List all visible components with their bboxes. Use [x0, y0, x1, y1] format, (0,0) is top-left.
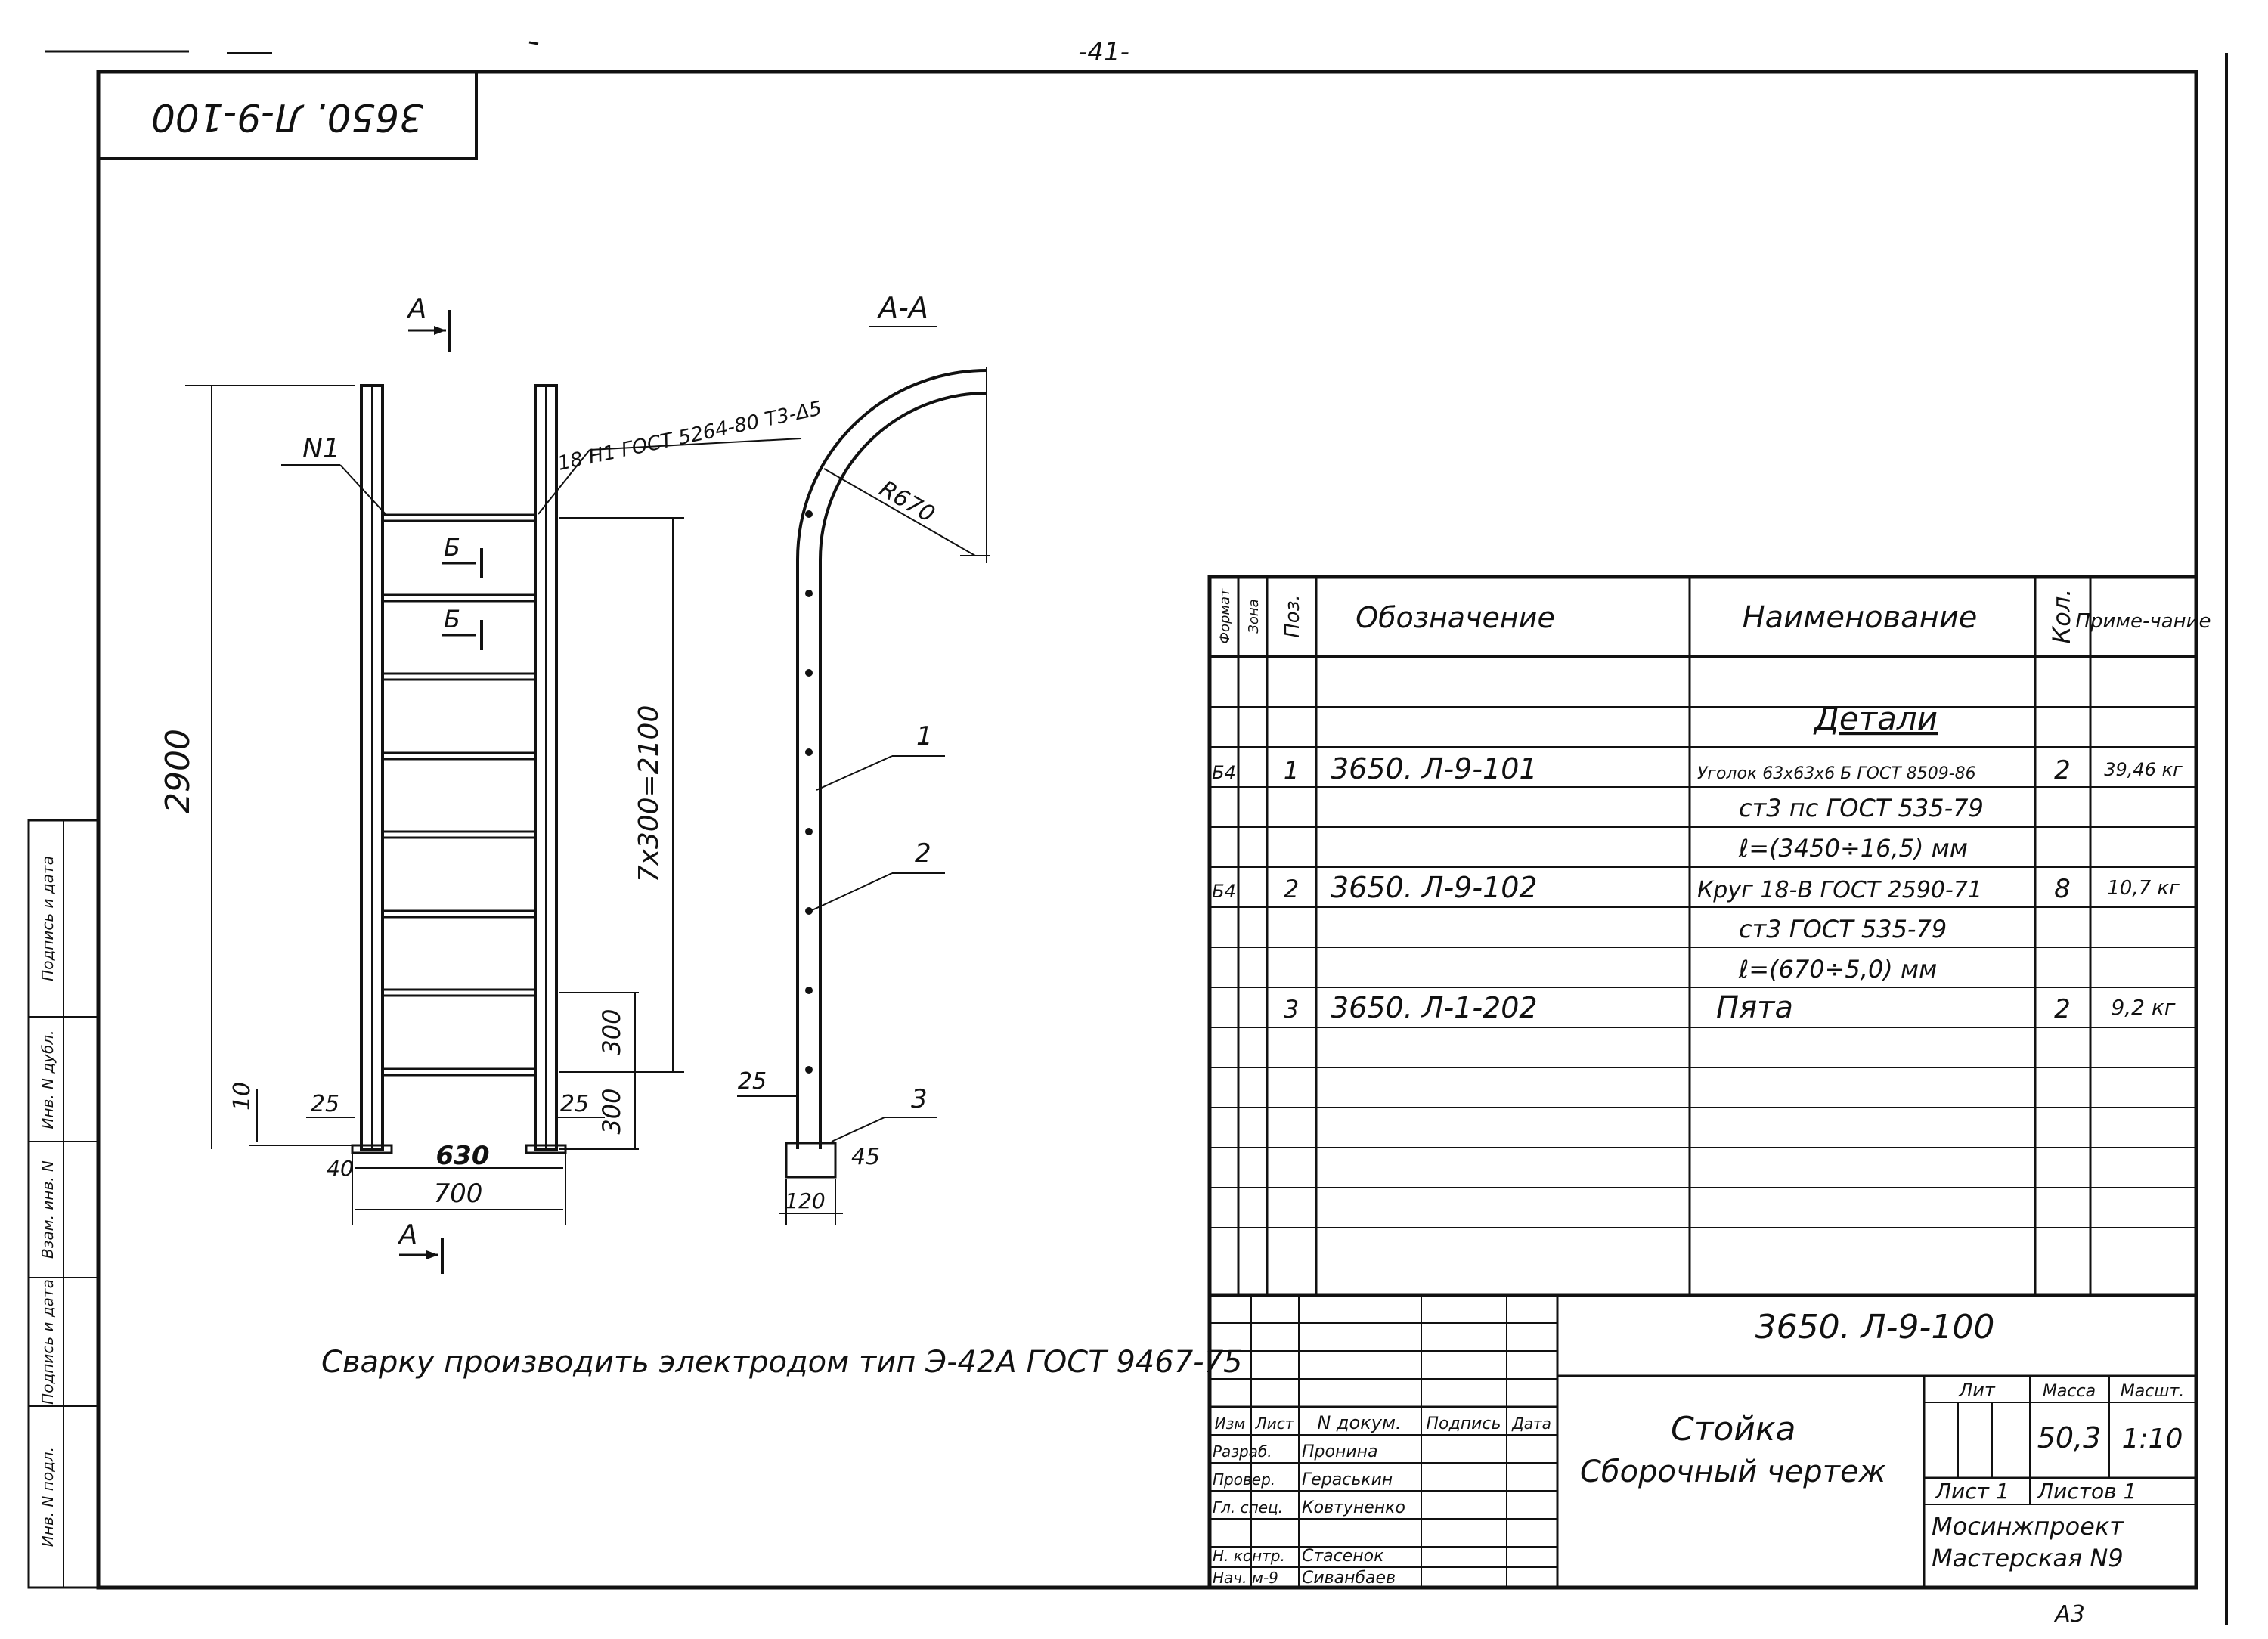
svg-text:3650. Л-1-202: 3650. Л-1-202 [1331, 991, 1538, 1024]
section-rung-dots [805, 510, 813, 1074]
scale-value: 1:10 [2121, 1424, 2183, 1455]
welding-note: Сварку производить электродом тип Э-42А ГОСТ 9467-75 [321, 1345, 1243, 1380]
svg-text:3650. Л-9-102: 3650. Л-9-102 [1331, 871, 1538, 904]
dim-10: 10 [229, 1081, 256, 1111]
callout-pos2: 2 [915, 838, 931, 869]
dim-40: 40 [327, 1156, 354, 1181]
left-strip [29, 820, 98, 1588]
svg-text:ст3 пс ГОСТ 535-79: ст3 пс ГОСТ 535-79 [1739, 794, 1984, 823]
role: Н. контр. [1213, 1547, 1285, 1565]
callout-pos3: 3 [911, 1084, 928, 1114]
dim-25-left: 25 [310, 1091, 340, 1117]
org-line-2: Мастерская N9 [1932, 1544, 2124, 1572]
section-title: А-А [878, 291, 928, 324]
svg-text:ст3 ГОСТ 535-79: ст3 ГОСТ 535-79 [1739, 915, 1947, 943]
person: Стасенок [1302, 1547, 1384, 1566]
svg-text:Круг 18-В ГОСТ 2590-71: Круг 18-В ГОСТ 2590-71 [1697, 877, 1982, 903]
strip-label-1: Инв. N подл. [39, 1446, 57, 1548]
col-ndoc: N докум. [1317, 1412, 1402, 1433]
title-block [1210, 1295, 2196, 1588]
dim-25-section: 25 [737, 1068, 767, 1095]
callout-pos1: 1 [916, 721, 933, 751]
section-details: Детали [1814, 700, 1938, 737]
th-qty: Кол. [2047, 588, 2076, 644]
drawing-stamp [98, 72, 476, 159]
section-a-a-view [737, 291, 990, 1225]
drawing-title-1: Стойка [1671, 1410, 1796, 1448]
th-zone: Зона [1246, 599, 1262, 634]
person: Гераськин [1302, 1470, 1393, 1489]
svg-text:3: 3 [1283, 995, 1300, 1024]
role: Разраб. [1213, 1442, 1272, 1461]
callout-weld: 18 Н1 ГОСТ 5264-80 Т3-Δ5 [556, 397, 824, 476]
dim-300a: 300 [597, 1008, 626, 1055]
sheet-count: Листов 1 [2037, 1479, 2137, 1504]
strip-label-4: Инв. N дубл. [39, 1030, 57, 1129]
table-row [1738, 834, 1968, 863]
svg-text:Б4: Б4 [1212, 881, 1236, 902]
section-mark-bottom: А [398, 1219, 418, 1250]
th-note: Приме-чание [2075, 610, 2211, 633]
svg-text:1: 1 [1283, 756, 1300, 785]
section-mark-top: А [407, 293, 427, 324]
col-list: Лист [1255, 1414, 1294, 1433]
person: Ковтуненко [1302, 1498, 1405, 1517]
dim-rungs: 7x300=2100 [634, 705, 665, 883]
svg-text:ℓ=(670÷5,0) мм: ℓ=(670÷5,0) мм [1739, 955, 1938, 984]
spec-table [1210, 577, 2211, 1295]
drawing-title-2: Сборочный чертеж [1580, 1455, 1886, 1489]
svg-text:2: 2 [2054, 994, 2071, 1024]
th-pos: Поз. [1281, 594, 1304, 638]
role: Провер. [1213, 1470, 1276, 1489]
doc-code: 3650. Л-9-100 [1755, 1308, 1995, 1346]
svg-text:ℓ=(3450÷16,5) мм: ℓ=(3450÷16,5) мм [1739, 834, 1968, 863]
page-number: -41- [1078, 37, 1129, 67]
svg-text:10,7 кг: 10,7 кг [2107, 877, 2180, 900]
dim-2900: 2900 [159, 729, 197, 813]
col-sign: Подпись [1426, 1414, 1501, 1433]
table-row [1212, 752, 2183, 785]
b-section-mark-2: Б [444, 605, 460, 634]
mass-label: Масса [2042, 1382, 2096, 1401]
dim-25-right: 25 [559, 1091, 590, 1117]
stamp-code: 3650. Л-9-100 [151, 95, 423, 139]
strip-label-3: Взам. инв. N [39, 1160, 57, 1259]
svg-text:Уголок 63х63х6 Б ГОСТ 8509-86: Уголок 63х63х6 Б ГОСТ 8509-86 [1697, 764, 1976, 783]
table-row [1739, 915, 1947, 943]
svg-text:3650. Л-9-101: 3650. Л-9-101 [1331, 752, 1538, 785]
table-row [1738, 955, 1937, 984]
dim-700: 700 [433, 1179, 483, 1209]
th-format: Формат [1217, 588, 1233, 644]
sheet-number: Лист 1 [1935, 1479, 2009, 1504]
svg-text:8: 8 [2054, 874, 2071, 904]
role: Гл. спец. [1213, 1498, 1283, 1517]
person: Сиванбаев [1302, 1569, 1396, 1588]
col-date: Дата [1512, 1414, 1551, 1433]
table-row [1284, 990, 2176, 1025]
ladder-rungs [383, 515, 535, 1075]
svg-text:9,2 кг: 9,2 кг [2111, 995, 2176, 1020]
scale-label: Масшт. [2120, 1382, 2185, 1401]
dim-630: 630 [435, 1141, 490, 1171]
ladder-front-view [159, 293, 824, 1274]
svg-text:2: 2 [2054, 755, 2071, 785]
callout-n1: N1 [302, 433, 340, 464]
b-section-mark-1: Б [444, 533, 460, 562]
org-line-1: Мосинжпроект [1932, 1512, 2124, 1541]
svg-text:39,46 кг: 39,46 кг [2104, 759, 2183, 780]
sheet-format: А3 [2055, 1601, 2085, 1628]
th-designation: Обозначение [1356, 601, 1555, 634]
role: Нач. м-9 [1213, 1569, 1278, 1587]
col-izm: Изм [1214, 1414, 1246, 1433]
dim-120: 120 [785, 1188, 826, 1213]
svg-text:Б4: Б4 [1212, 762, 1236, 783]
radius-label: R670 [875, 476, 940, 528]
dim-300b: 300 [597, 1088, 626, 1135]
th-name: Наименование [1742, 600, 1978, 635]
strip-label-5: Подпись и дата [39, 856, 57, 981]
strip-label-2: Подпись и дата [39, 1279, 57, 1405]
person: Пронина [1302, 1442, 1378, 1461]
table-row [1739, 794, 1984, 823]
top-scraps [45, 42, 538, 53]
lit-label: Лит [1959, 1380, 1995, 1401]
dim-45: 45 [850, 1144, 881, 1170]
svg-text:Пята: Пята [1716, 990, 1793, 1025]
svg-text:2: 2 [1283, 875, 1300, 903]
mass-value: 50,3 [2037, 1421, 2102, 1455]
